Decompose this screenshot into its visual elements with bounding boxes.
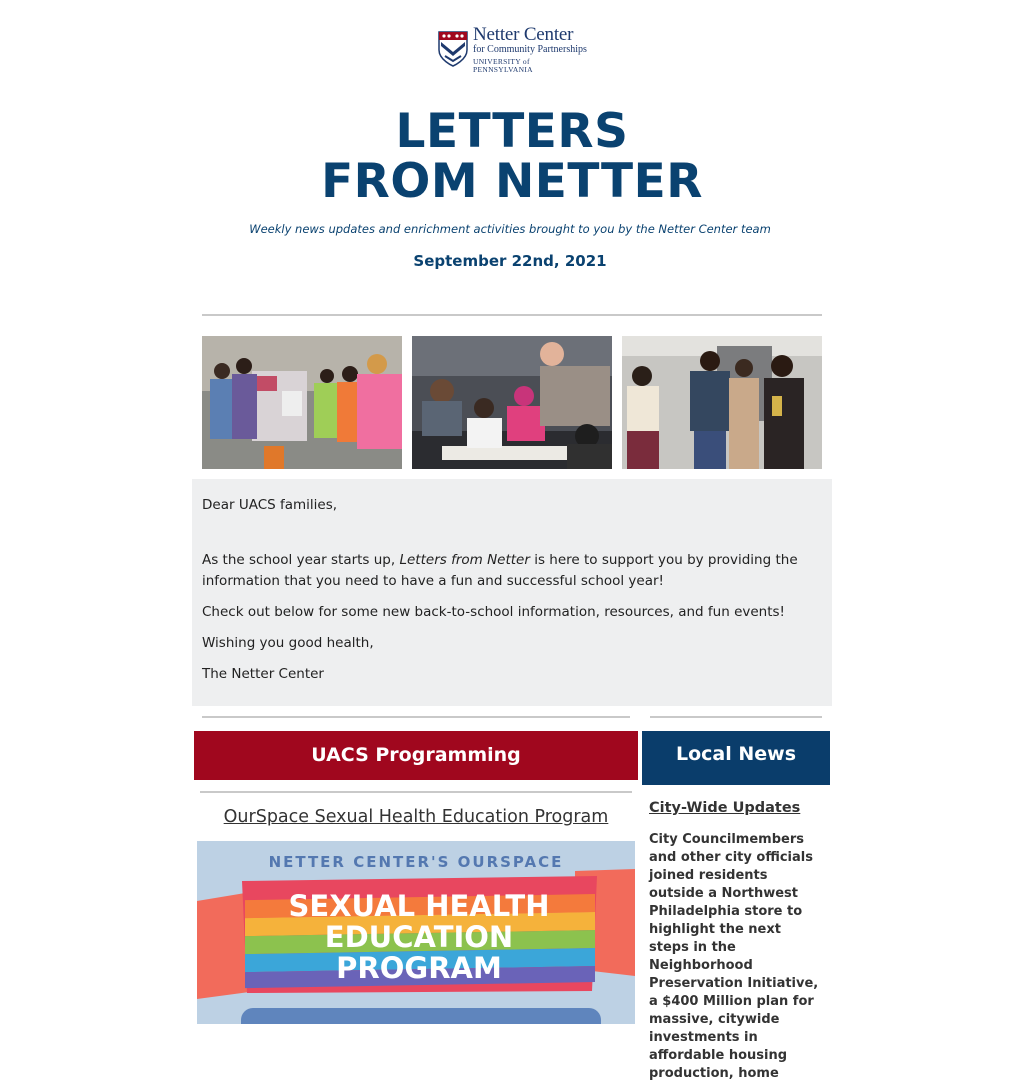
- divider: [202, 716, 630, 718]
- newsletter-date: September 22nd, 2021: [413, 252, 607, 270]
- logo-tagline: for Community Partnerships: [473, 44, 587, 55]
- letter-emphasis: Letters from Netter: [399, 552, 530, 568]
- photo-students-poster: [202, 336, 402, 469]
- netter-center-logo[interactable]: [437, 24, 589, 74]
- local-news-header: Local News: [642, 731, 830, 785]
- title-line-2: FROM NETTER: [321, 154, 703, 209]
- divider: [200, 791, 632, 793]
- divider: [650, 716, 822, 718]
- welcome-letter: [192, 479, 832, 706]
- letter-greeting: Dear UACS families,: [202, 497, 338, 513]
- newsletter-title: [0, 104, 1024, 209]
- photo-group: [622, 336, 822, 469]
- logo-university: UNIVERSITY of PENNSYLVANIA: [473, 57, 533, 74]
- uacs-programming-header: UACS Programming: [194, 731, 638, 780]
- letter-paragraph-2: Check out below for some new back-to-school information, resources, and fun events!: [202, 604, 785, 620]
- letter-paragraph-1: [202, 550, 802, 592]
- divider: [202, 314, 822, 316]
- sexual-health-poster[interactable]: [197, 841, 635, 1024]
- poster-line-1: SEXUAL HEALTH: [288, 889, 550, 923]
- news-body: City Councilmembers and other city officials joined residents outside a Northwest Philadelphia store to highlight the next steps in the Neighborhood Preservation Initiative, a $400 Million plan for massive, citywide investments in affordable housing production, home: [649, 832, 819, 1081]
- letter-signoff: The Netter Center: [202, 666, 324, 682]
- poster-line-2: EDUCATION: [324, 920, 514, 954]
- city-wide-updates-link[interactable]: City-Wide Updates: [649, 800, 801, 816]
- ourspace-article-link[interactable]: OurSpace Sexual Health Education Program: [223, 807, 609, 827]
- logo-name: Netter Center: [473, 24, 574, 45]
- poster-top-text: NETTER CENTER'S OURSPACE: [268, 853, 564, 871]
- poster-line-3: PROGRAM: [336, 951, 502, 985]
- letter-paragraph-1-end: is here to support you by providing the information that you need to have a fun and successful school year!: [202, 552, 798, 589]
- title-line-1: LETTERS: [395, 104, 629, 159]
- letter-paragraph-1-start: As the school year starts up,: [202, 552, 400, 568]
- photo-classroom: [412, 336, 612, 469]
- penn-shield-icon: [437, 30, 469, 68]
- letter-paragraph-3: Wishing you good health,: [202, 635, 374, 651]
- newsletter-subtitle: Weekly news updates and enrichment activities brought to you by the Netter Center team: [249, 222, 771, 236]
